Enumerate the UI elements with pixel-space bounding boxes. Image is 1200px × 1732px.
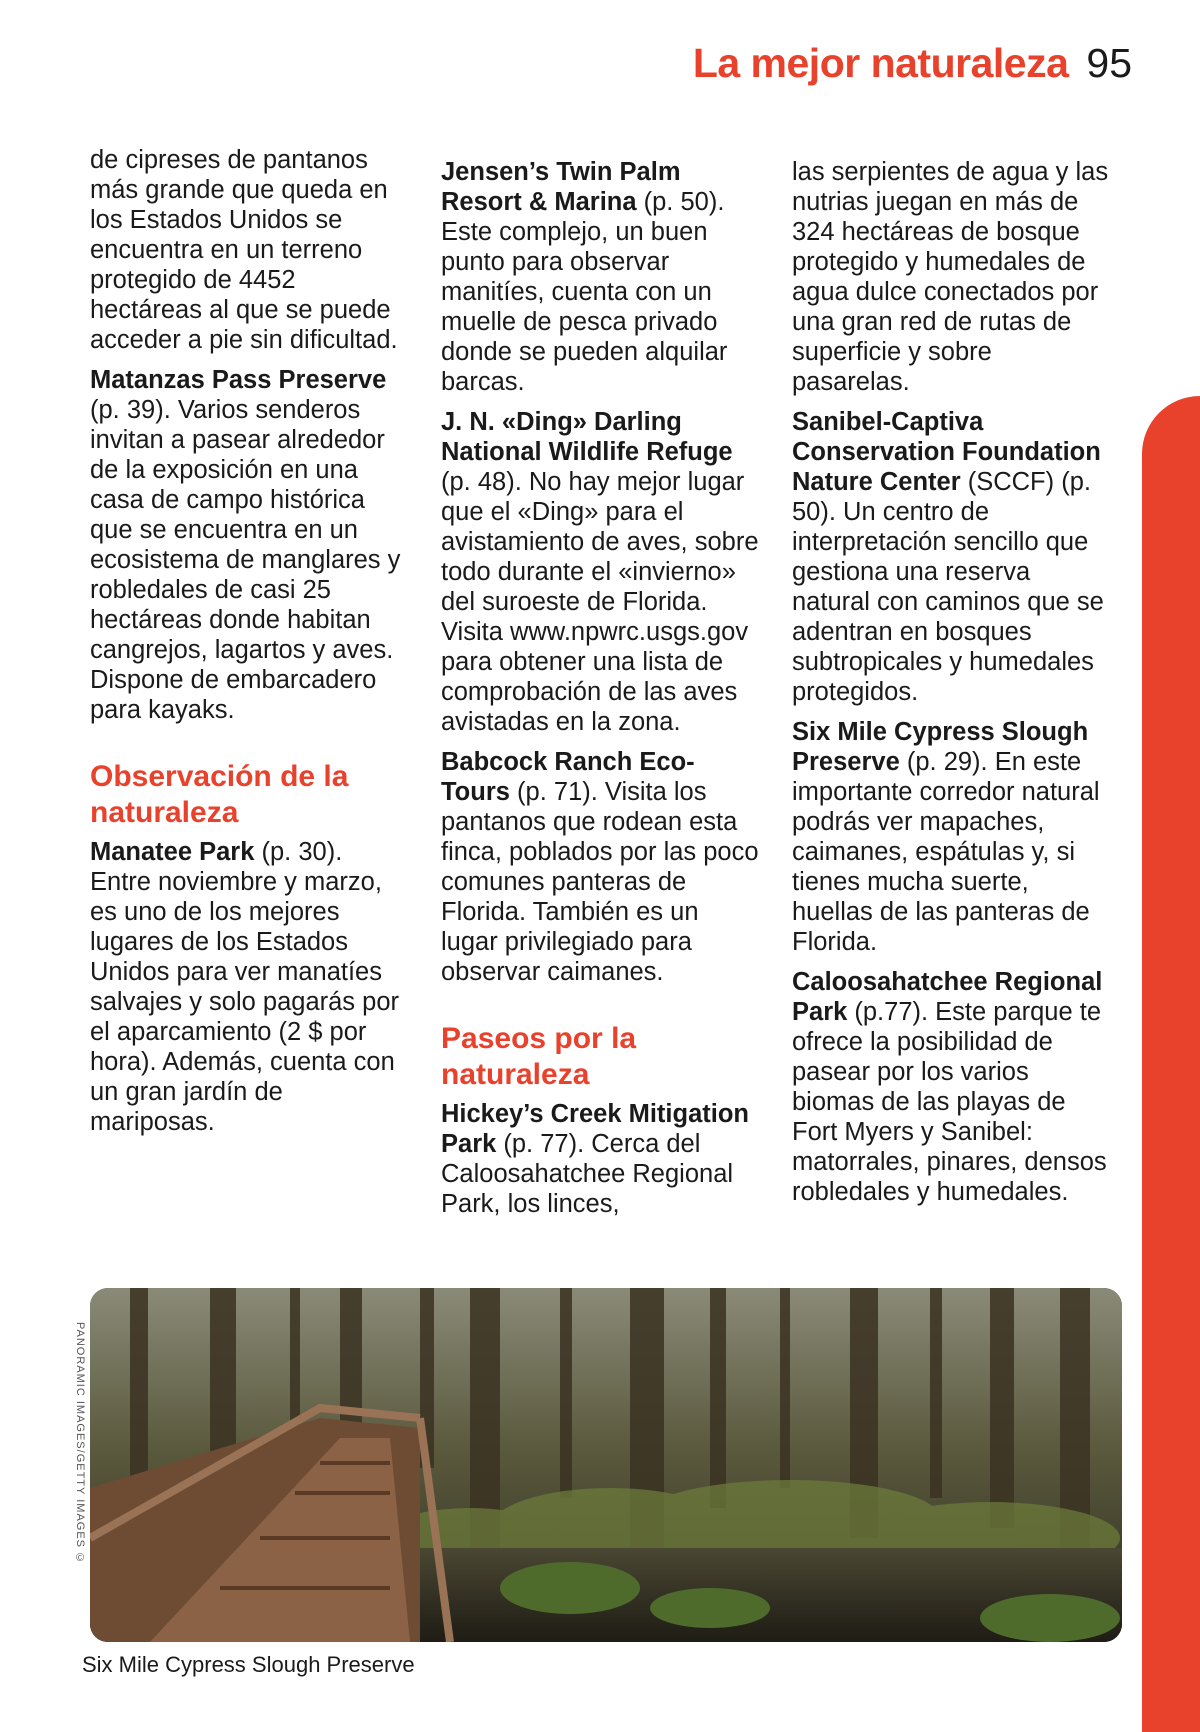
entry-text: (p. 77). Cerca del Caloosahatchee Regional Park, los linces,	[441, 1130, 734, 1218]
paragraph	[441, 1099, 761, 1219]
entry-text: (p. 30). Entre noviembre y marzo, es uno de los mejores lugares de los Estados Unidos para ver manatíes salvajes y solo pagarás por el aparcamiento (2 $ por hora). Además, cuenta con un gran jardín de mariposas.	[90, 838, 400, 1136]
paragraph	[90, 837, 410, 1137]
entry-text: (p. 39). Varios senderos invitan a pasear alrededor de la exposición en una casa de campo histórica que se encuentra en un ecosistema de manglares y robledales de casi 25 hectáreas donde habitan cangrejos, lagartos y aves. Dispone de embarcadero para kayaks.	[90, 396, 401, 724]
entry-text: (p.77). Este parque te ofrece la posibilidad de pasear por los varios biomas de las playas de Fort Myers y Sanibel: matorrales, pinares, densos robledales y humedales.	[792, 998, 1107, 1206]
entry-title: Jensen’s Twin Palm Resort & Marina	[441, 158, 681, 216]
photo-credit: PANORAMIC IMAGES/GETTY IMAGES ©	[74, 1322, 86, 1566]
page-header	[693, 40, 1132, 87]
chapter-title: La mejor naturaleza	[692, 40, 1069, 86]
paragraph	[90, 365, 410, 725]
entry-title: Hickey’s Creek Mitigation Park	[441, 1100, 749, 1158]
entry-text: (SCCF) (p. 50). Un centro de interpretación sencillo que gestiona una reserva natural con caminos que se adentran en bosques subtropicales y humedales protegidos.	[792, 468, 1104, 706]
entry-title: Babcock Ranch Eco-Tours	[441, 748, 695, 806]
entry-text: (p. 50). Este complejo, un buen punto para observar manitíes, cuenta con un muelle de pesca privado donde se pueden alquilar barcas.	[441, 188, 728, 396]
paragraph: de cipreses de pantanos más grande que queda en los Estados Unidos se encuentra en un terreno protegido de 4452 hectáreas al que se puede acceder a pie sin dificultad.	[90, 146, 398, 354]
paragraph	[441, 747, 761, 987]
section-heading: Paseos por la naturaleza	[441, 1022, 637, 1091]
paragraph: las serpientes de agua y las nutrias juegan en más de 324 hectáreas de bosque protegido y humedales de agua dulce conectados por una gran red de rutas de superficie y sobre pasarelas.	[792, 158, 1109, 396]
paragraph	[792, 967, 1112, 1207]
paragraph	[441, 157, 761, 397]
photo-caption: Six Mile Cypress Slough Preserve	[82, 1652, 415, 1677]
section-heading: Observación de la naturaleza	[90, 760, 349, 829]
swamp-boardwalk-photo	[90, 1288, 1122, 1642]
entry-text: (p. 48). No hay mejor lugar que el «Ding» para el avistamiento de aves, sobre todo durante el «invierno» del suroeste de Florida. Visita www.npwrc.usgs.gov para obtener una lista de comprobación de las aves avistadas en la zona.	[441, 468, 759, 736]
paragraph	[792, 407, 1112, 707]
entry-text: (p. 71). Visita los pantanos que rodean esta finca, poblados por las poco comunes panteras de Florida. También es un lugar privilegiado para observar caimanes.	[441, 778, 759, 986]
paragraph	[441, 407, 761, 737]
text-column-2	[441, 157, 761, 1229]
entry-text: (p. 29). En este importante corredor natural podrás ver mapaches, caimanes, espátulas y, si tienes mucha suerte, huellas de las panteras de Florida.	[792, 748, 1100, 956]
photo-illustration	[90, 1288, 1122, 1642]
entry-title: Six Mile Cypress Slough Preserve	[792, 718, 1089, 776]
entry-title: Manatee Park	[90, 838, 255, 866]
entry-title: J. N. «Ding» Darling National Wildlife Refuge	[441, 408, 733, 466]
page-number: 95	[1086, 40, 1132, 86]
entry-title: Matanzas Pass Preserve	[90, 366, 387, 394]
entry-title: Sanibel-Captiva Conservation Foundation Nature Center	[792, 408, 1101, 496]
text-column-3	[792, 157, 1112, 1217]
paragraph	[792, 717, 1112, 957]
entry-title: Caloosahatchee Regional Park	[792, 968, 1103, 1026]
chapter-side-tab	[1142, 396, 1200, 1732]
text-column-1	[90, 145, 410, 1147]
